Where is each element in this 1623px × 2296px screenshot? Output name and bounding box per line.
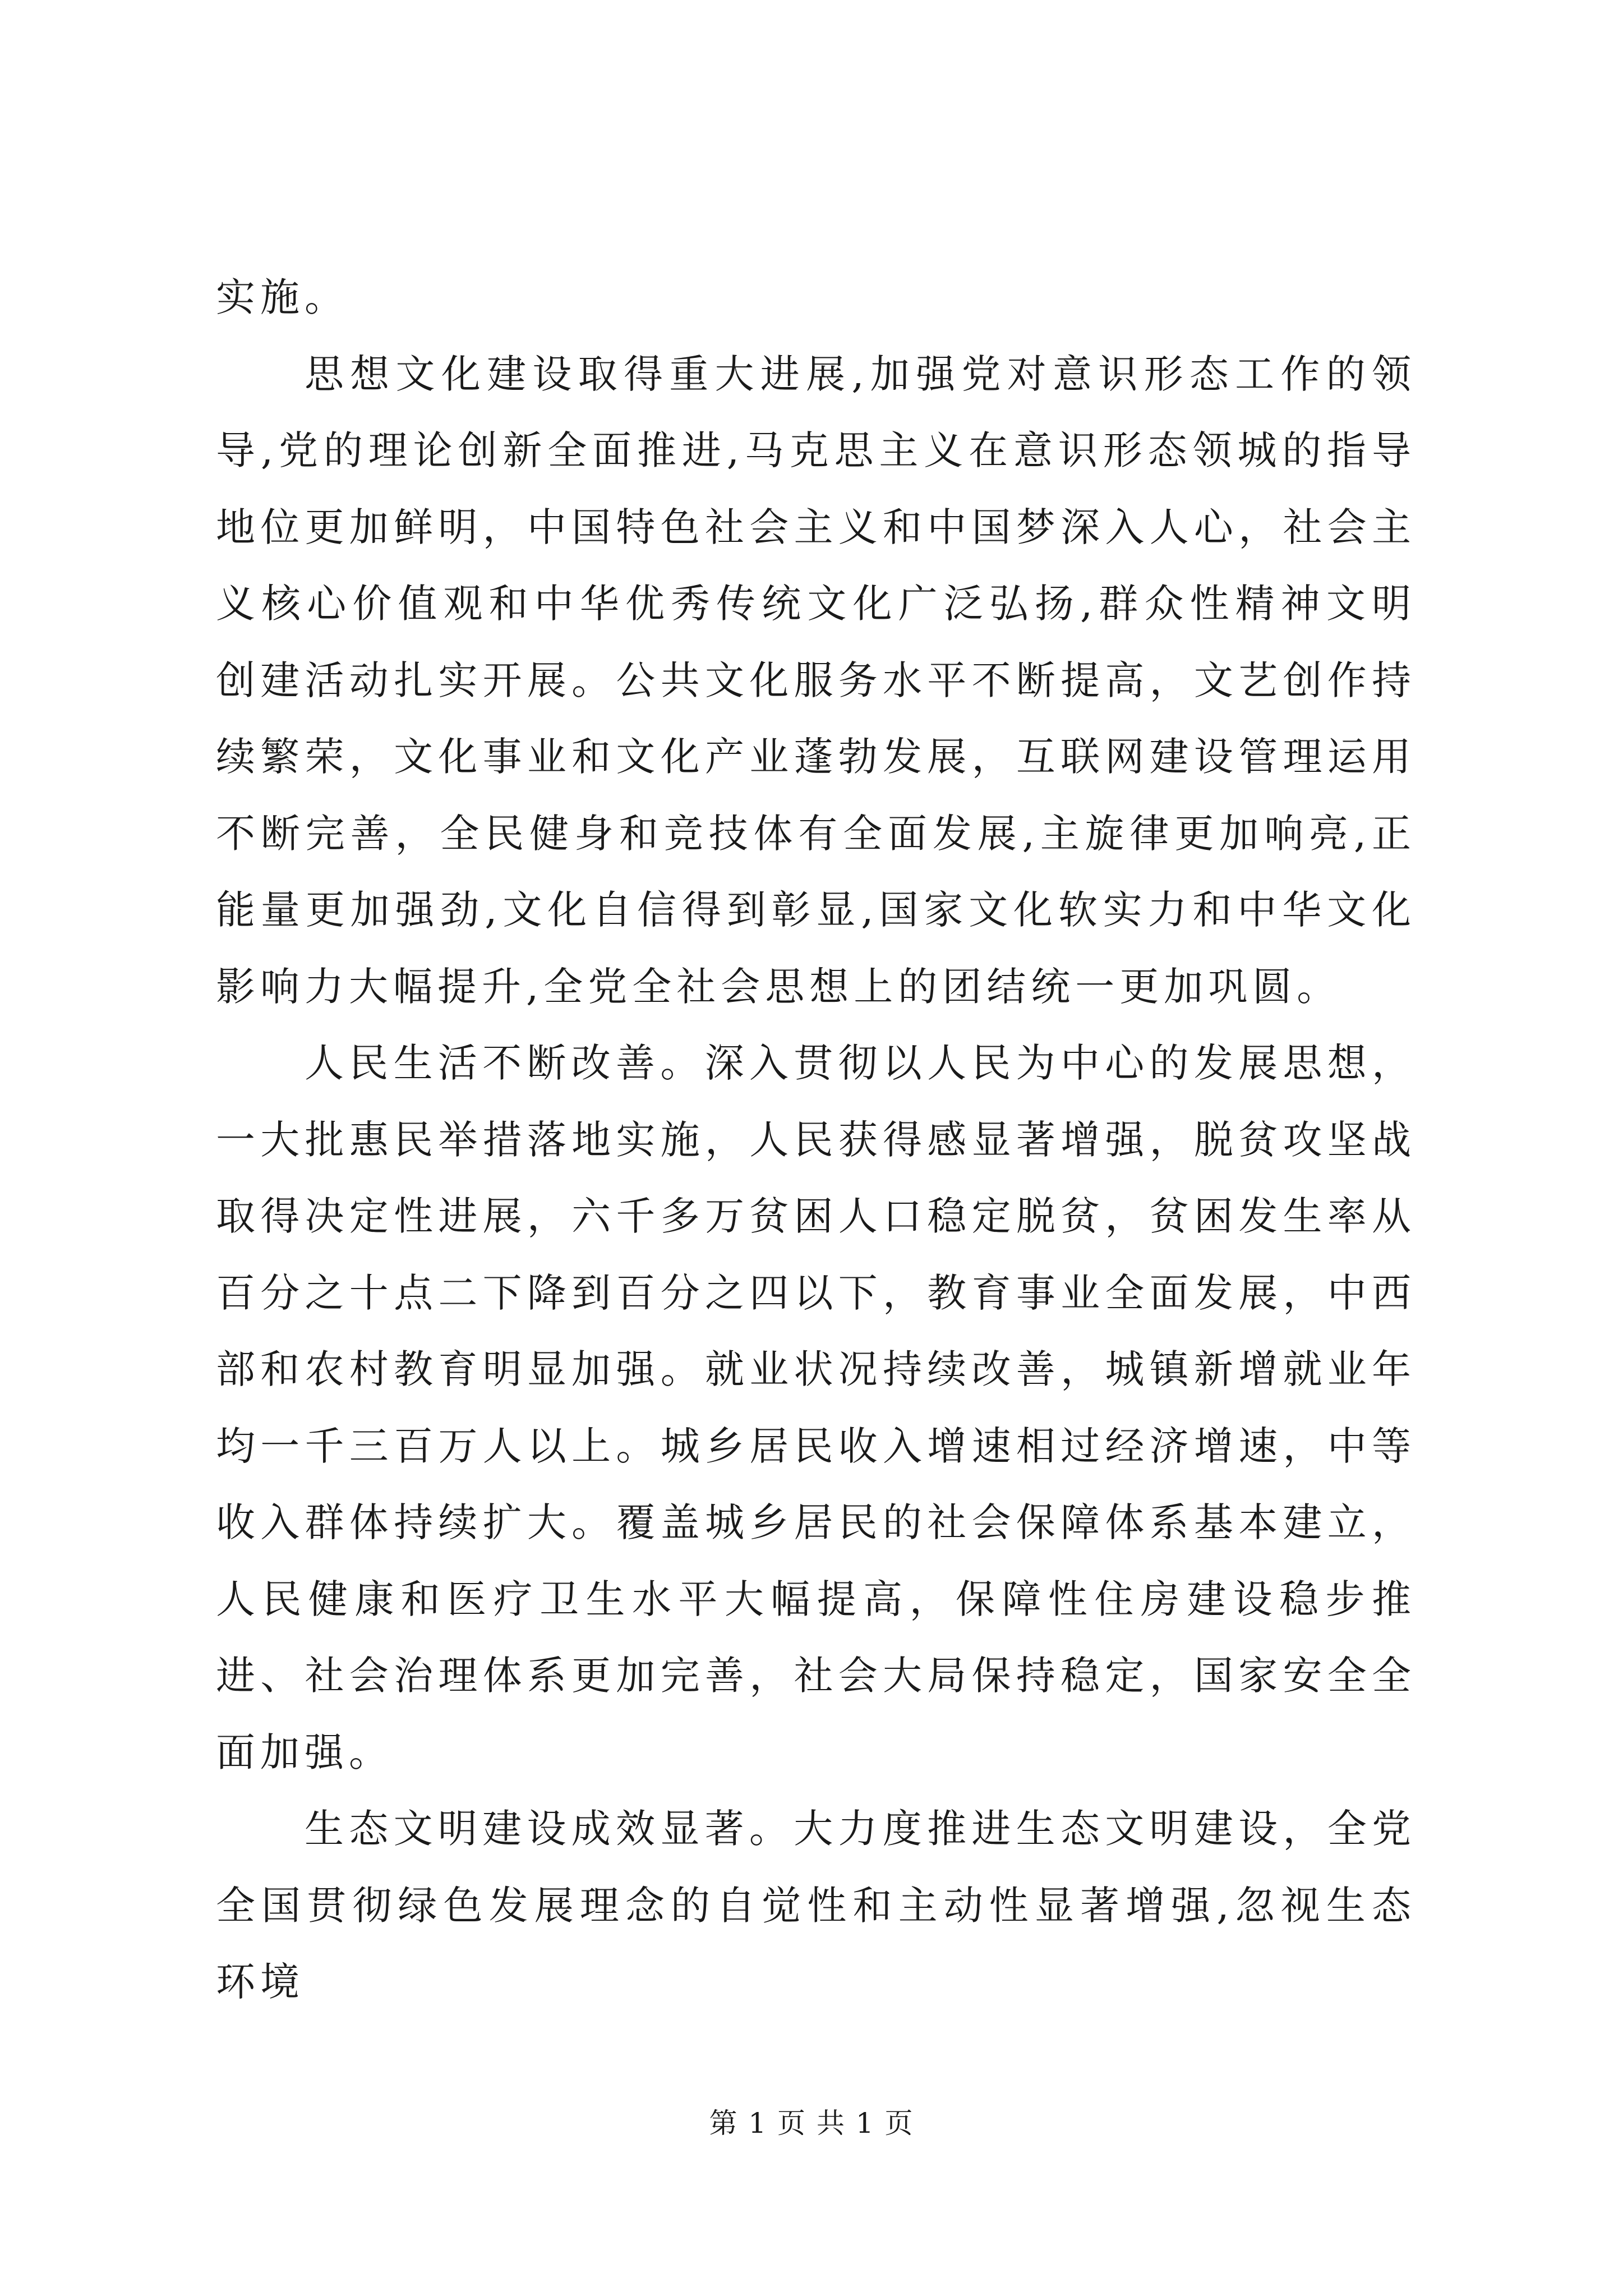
paragraph-4: 生态文明建设成效显著。大力度推进生态文明建设，全党全国贯彻绿色发展理念的自觉性和主动性显著增强,忽视生态环境 [216, 1806, 1416, 2005]
paragraph-1: 实施。 [216, 274, 349, 320]
page-footer: 第 1 页 共 1 页 [709, 2107, 914, 2139]
paragraph-2: 思想文化建设取得重大进展,加强党对意识形态工作的领导,党的理论创新全面推进,马克思主义在意识形态领城的指导地位更加鲜明，中国特色社会主义和中国梦深入人心，社会主义核心价值观和中华优秀传统文化广泛弘扬,群众性精神文明创建活动扎实开展。公共文化服务水平不断提高，文艺创作持续繁荣，文化事业和文化产业蓬勃发展，互联网建设管理运用不断完善，全民健身和竞技体有全面发展,主旋律更加响亮,正能量更加强劲,文化自信得到彰显,国家文化软实力和中华文化影响力大幅提升,全党全社会思想上的团结统一更加巩圆。 [216, 351, 1416, 1010]
document-body [216, 259, 1416, 2021]
paragraph-3: 人民生活不断改善。深入贯彻以人民为中心的发展思想，一大批惠民举措落地实施，人民获得感显著增强，脱贫攻坚战取得决定性进展，六千多万贫困人口稳定脱贫，贫困发生率从百分之十点二下降到百分之四以下，教育事业全面发展，中西部和农村教育明显加强。就业状况持续改善，城镇新增就业年均一千三百万人以上。城乡居民收入增速相过经济增速，中等收入群体持续扩大。覆盖城乡居民的社会保障体系基本建立，人民健康和医疗卫生水平大幅提高，保障性住房建设稳步推进、社会治理体系更加完善，社会大局保持稳定，国家安全全面加强。 [216, 1040, 1416, 1775]
